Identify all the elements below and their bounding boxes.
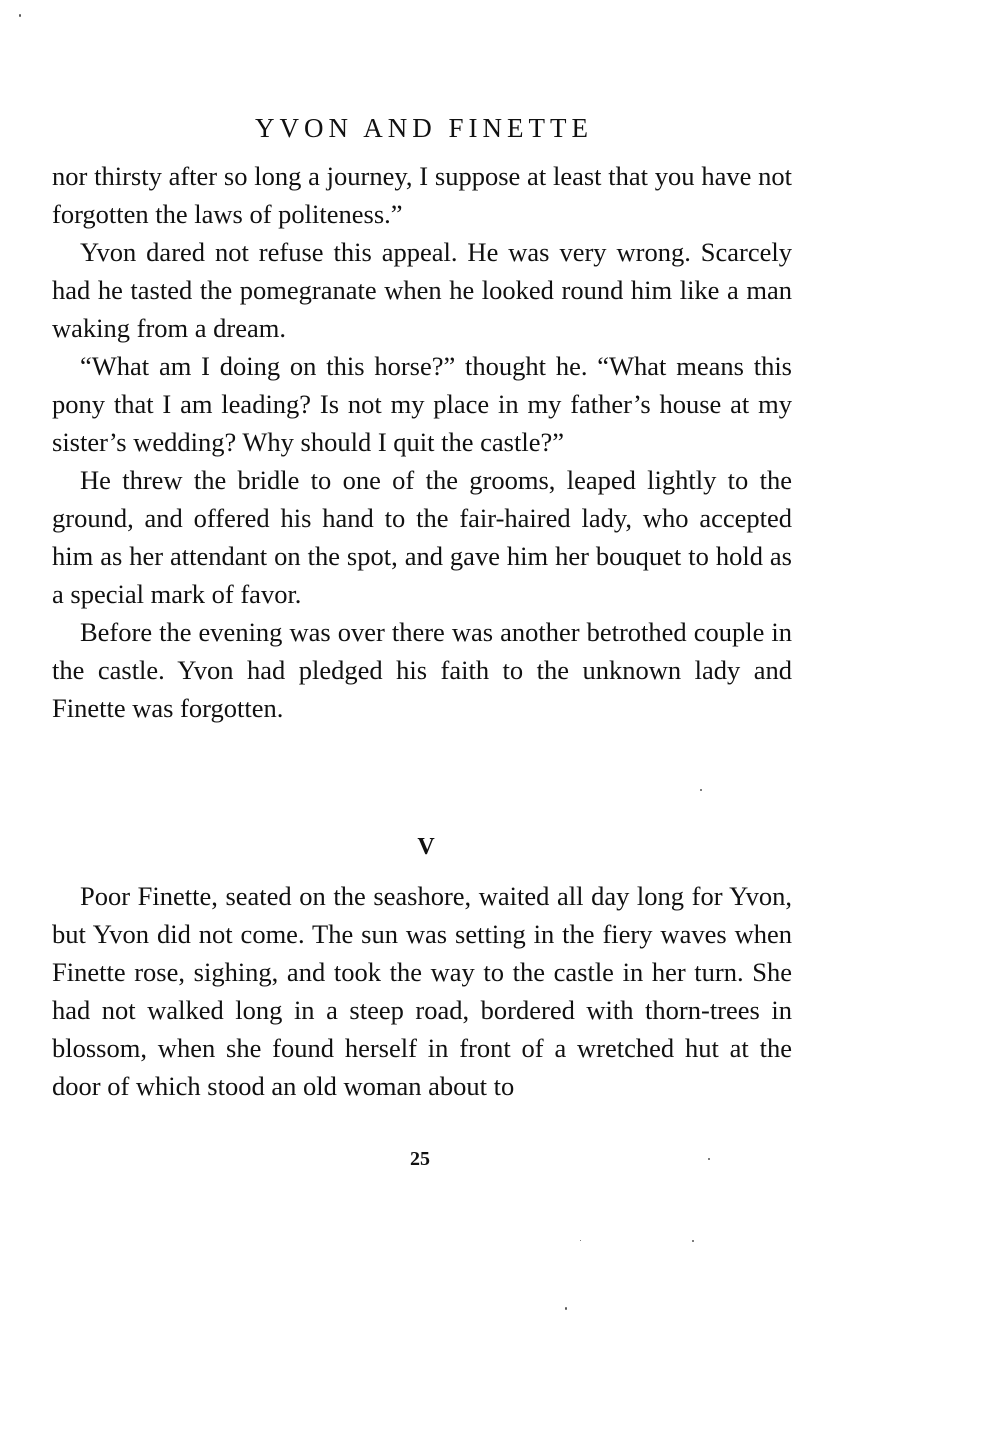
scan-speck: [692, 1240, 694, 1242]
scan-speck: [565, 1307, 567, 1310]
paragraph: Before the evening was over there was another betrothed couple in the castle. Yvon had pledged his faith to the unknown lady and Finette was forgotten.: [52, 617, 792, 723]
paragraph-continuation: nor thirsty after so long a journey, I suppose at least that you have not forgotten the laws of politeness.”: [52, 161, 792, 229]
paragraph: Yvon dared not refuse this appeal. He was very wrong. Scarcely had he tasted the pomegranate when he looked round him like a man waking from a dream.: [52, 237, 792, 343]
scan-speck: [580, 1240, 581, 1241]
section-number: V: [417, 834, 435, 860]
running-title: YVON AND FINETTE: [255, 113, 593, 143]
text-block-after-section: [52, 877, 792, 1105]
paragraph: Poor Finette, seated on the seashore, waited all day long for Yvon, but Yvon did not come. The sun was setting in the fiery waves when Finette rose, sighing, and took the way to the castle in her turn. She had not walked long in a steep road, bordered with thorn-trees in blossom, when she found herself in front of a wretched hut at the door of which stood an old woman about to: [52, 881, 792, 1101]
scan-speck: [19, 14, 21, 17]
scan-speck: [700, 789, 702, 791]
paragraph: He threw the bridle to one of the grooms, leaped lightly to the ground, and offered his hand to the fair-haired lady, who accepted him as her attendant on the spot, and gave him her bouquet to hold as a special mark of favor.: [52, 465, 792, 609]
scan-speck: [708, 1158, 710, 1160]
paragraph: “What am I doing on this horse?” thought he. “What means this pony that I am leading? Is not my place in my father’s house at my sister’s wedding? Why should I quit the castle?”: [52, 351, 792, 457]
text-block-before-section: [52, 157, 792, 727]
page-number: 25: [410, 1148, 430, 1170]
